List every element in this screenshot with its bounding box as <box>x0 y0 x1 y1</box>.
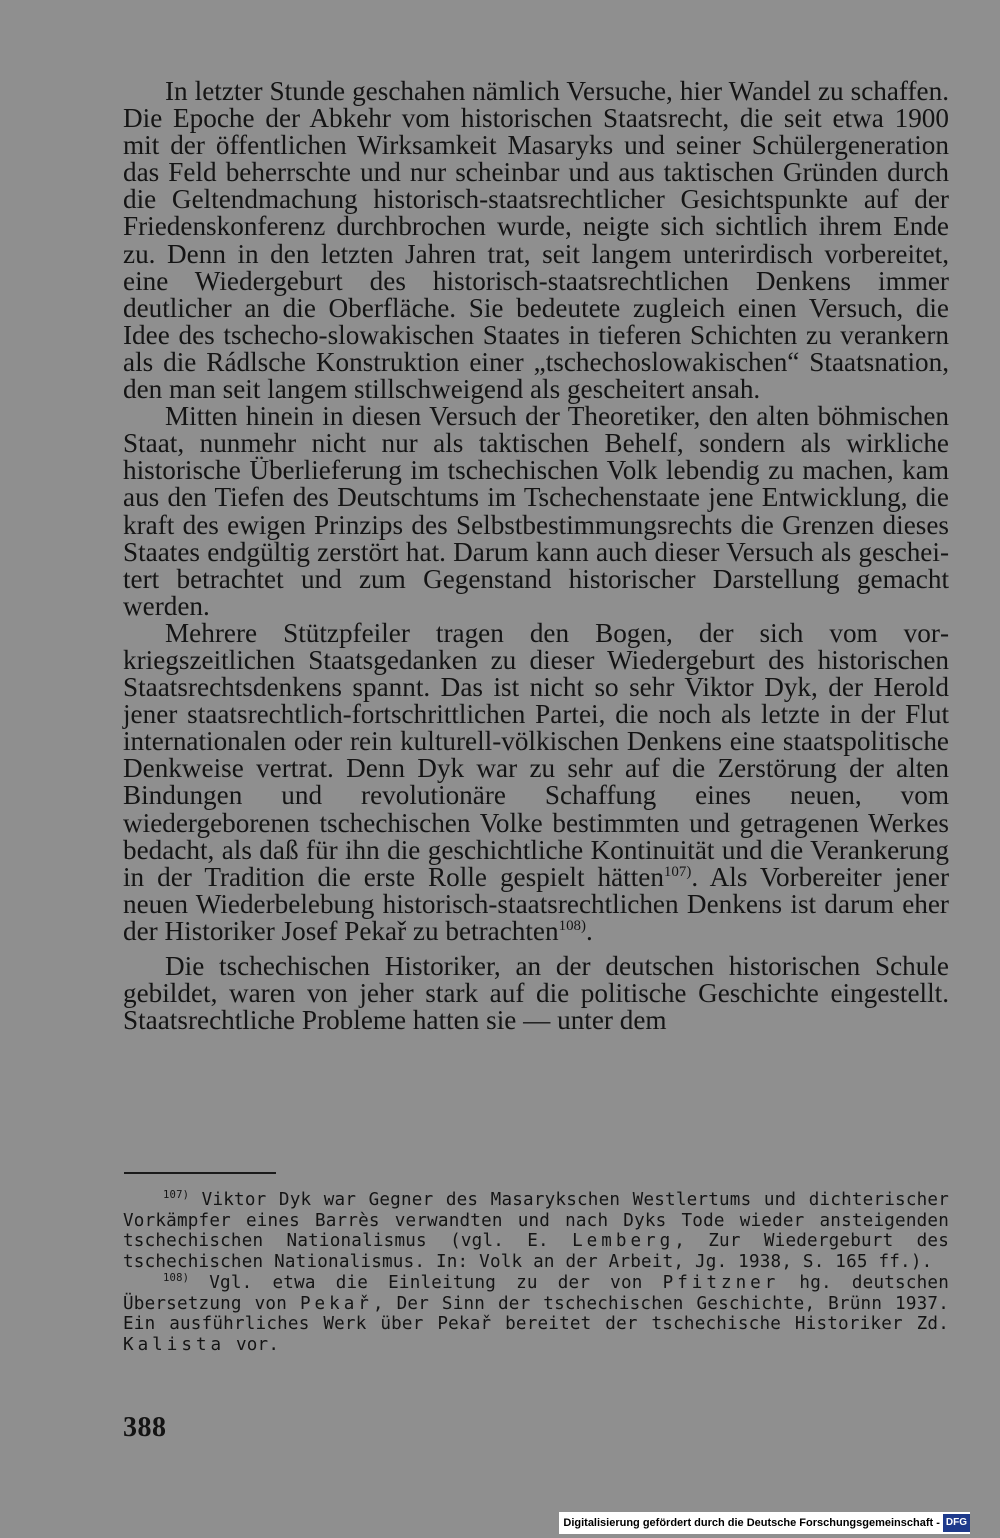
paragraph-3-text-c: . <box>586 915 593 946</box>
digitization-credit <box>559 1512 970 1534</box>
footnote-108-text-d: vor. <box>225 1334 280 1355</box>
paragraph-4: Die tschechischen Historiker, an der deutschen historischen Schule gebildet, waren von jeher stark auf die politische Geschichte eingestellt. Staatsrechtliche Probleme hatten sie — unter dem <box>123 951 949 1036</box>
footnote-108-text-c: , Der Sinn der tschechischen Geschichte, Brünn 1937. Ein ausführliches Werk über Pekař bereitet der tschechische Historiker Zd. <box>123 1293 949 1335</box>
footnotes <box>123 1190 949 1356</box>
footnote-107-marker: 107) <box>163 1189 190 1202</box>
footnote-107-author: Lemberg <box>572 1231 675 1252</box>
footnote-108-name-pfitzner: Pfitzner <box>662 1272 780 1293</box>
paragraph-1: In letzter Stunde geschahen nämlich Versuche, hier Wandel zu schaffen. Die Epoche der Abkehr vom historischen Staatsrecht, die seit etwa 1900 mit der öffentlichen Wirksamkeit Masaryks und seiner Schülergeneration das Feld beherrschte und nur scheinbar und aus taktischen Gründen durch die Geltendmachung historisch-staatsrechtlicher Gesichtspunkte auf der Friedenskonferenz durchbrochen wurde, neigte sich sichtlich ihrem Ende zu. Denn in den letzten Jahren trat, seit langem unterirdisch vorbereitet, eine Wiedergeburt des historisch-staatsrechtlichen Denkens immer deutlicher an die Oberfläche. Sie bedeutete zugleich einen Versuch, die Idee des tschecho-slowakischen Staates in tieferen Schichten zu verankern als die Rádlsche Konstruktion einer „tschechoslowakischen“ Staatsnation, den man seit langem stillschweigend als gescheitert ansah. <box>123 76 949 405</box>
footnote-107 <box>123 1190 949 1273</box>
paragraph-3 <box>123 617 949 946</box>
page-number: 388 <box>123 1412 167 1443</box>
footnote-107-text-b: , Zur Wiedergeburt des tschechischen Nationalismus. In: Volk an der Arbeit, Jg. 1938, S. 165 ff.). <box>123 1231 949 1273</box>
footnote-ref-107: 107) <box>663 863 692 880</box>
footnote-divider <box>124 1172 276 1174</box>
paragraph-3-text-b: . Als Vorbereiter jener neuen Wiederbelebung historisch-staatsrechtlichen Denkens ist darum eher der Historiker Josef Pekař zu betrachten <box>123 861 949 946</box>
footnote-108-name-kalista: Kalista <box>123 1334 226 1355</box>
footnote-108-text-b: hg. deutschen Übersetzung von <box>123 1272 949 1314</box>
main-text <box>123 78 949 1034</box>
paragraph-2: Mitten hinein in diesen Versuch der Theoretiker, den alten böhmischen Staat, nunmehr nicht nur als taktischen Behelf, sondern als wirkliche historische Überlieferung im tschechischen Volk lebendig zu machen, kam aus den Tiefen des Deutschtums im Tschechenstaate jene Entwicklung, die kraft des ewigen Prinzips des Selbstbestimmungsrechts die Grenzen dieses Staates endgültig zerstört hat. Darum kann auch dieser Versuch als gescheitert betrachtet und zum Gegenstand historischer Darstellung gemacht werden. <box>123 401 949 621</box>
footnote-ref-108: 108) <box>558 917 587 934</box>
footnote-108-text-a: Vgl. etwa die Einleitung zu der von <box>189 1272 663 1293</box>
footnote-108-name-pekar: Pekař <box>299 1293 373 1314</box>
footnote-108 <box>123 1273 949 1356</box>
dfg-logo: DFG <box>943 1514 970 1532</box>
paragraph-3-text-a: Mehrere Stützpfeiler tragen den Bogen, der sich vom vorkriegszeitlichen Staatsgedanken zu dieser Wiedergeburt des historischen Staatsrechtsdenkens spannt. Das ist nicht so sehr Viktor Dyk, der Herold jener staatsrechtlich-fortschrittlichen Partei, die noch als letzte in der Flut internationalen oder rein kulturell-völkischen Denkens eine staatspolitische Denkweise vertrat. Denn Dyk war zu sehr auf die Zerstörung der alten Bindungen und revolutionäre Schaffung eines neuen, vom wiedergeborenen tschechischen Volke bestimmten und getragenen Werkes bedacht, als daß für ihn die geschichtliche Kontinuität und die Verankerung in der Tradition die erste Rolle gespielt hätten <box>123 617 949 892</box>
credit-text: Digitalisierung gefördert durch die Deutsche Forschungsgemeinschaft - <box>563 1517 940 1529</box>
footnote-107-text-a: Viktor Dyk war Gegner des Masarykschen Westlertums und dichterischer Vorkämpfer eines Barrès verwandten und nach Dyks Tode wieder ansteigenden tschechischen Nationalismus (vgl. E. <box>123 1190 949 1252</box>
footnote-108-marker: 108) <box>163 1271 190 1284</box>
